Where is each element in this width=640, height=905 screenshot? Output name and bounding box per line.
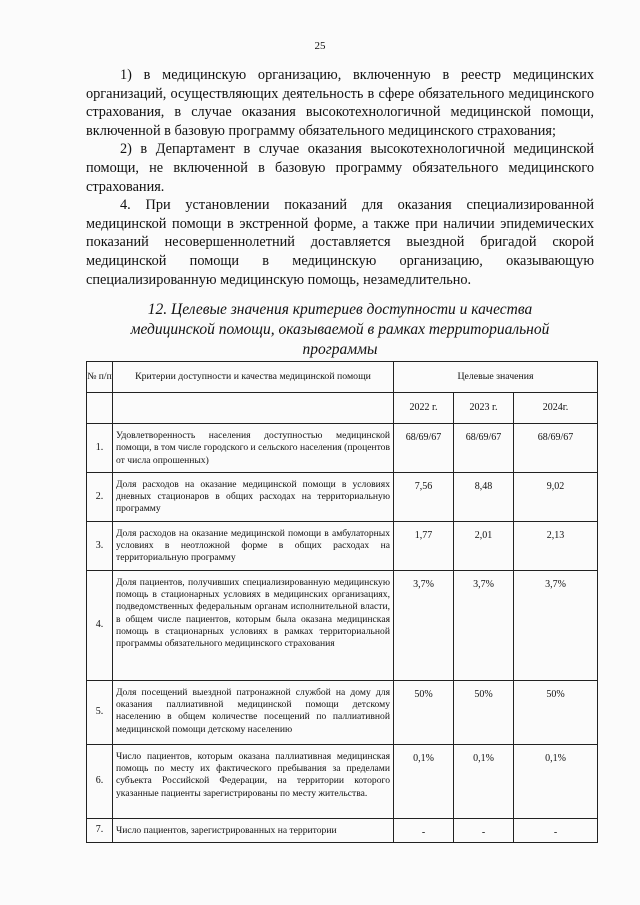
value-2022: - xyxy=(394,818,454,842)
value-2023: 8,48 xyxy=(454,472,514,521)
row-number: 1. xyxy=(87,424,113,473)
criterion-text: Число пациентов, зарегистрированных на территории xyxy=(113,818,394,842)
value-2022: 1,77 xyxy=(394,521,454,570)
value-2022: 0,1% xyxy=(394,744,454,818)
value-2024: 2,13 xyxy=(514,521,598,570)
year-row-empty-num xyxy=(87,393,113,424)
criterion-text: Удовлетворенность населения доступностью медицинской помощи, в том числе городского и сельского населения (процентов от числа опрошенных) xyxy=(113,424,394,473)
value-2022: 50% xyxy=(394,680,454,744)
table-row xyxy=(87,472,598,521)
row-number: 4. xyxy=(87,570,113,680)
row-number: 6. xyxy=(87,744,113,818)
criterion-text: Число пациентов, которым оказана паллиативная медицинская помощь по месту их фактического пребывания за пределами субъекта Российской Федерации, на территории которого указанные пациенты зарегистрированы по месту жительства. xyxy=(113,744,394,818)
table-row xyxy=(87,680,598,744)
value-2022: 7,56 xyxy=(394,472,454,521)
table-row xyxy=(87,521,598,570)
value-2024: 9,02 xyxy=(514,472,598,521)
value-2024: - xyxy=(514,818,598,842)
paragraph-2: 2) в Департамент в случае оказания высокотехнологичной медицинской помощи, не включенной в базовую программу обязательного медицинского страхования. xyxy=(86,141,594,195)
value-2023: 2,01 xyxy=(454,521,514,570)
body-text xyxy=(86,66,594,289)
row-number: 7. xyxy=(87,818,113,842)
value-2022: 68/69/67 xyxy=(394,424,454,473)
header-year-2022: 2022 г. xyxy=(394,393,454,424)
table-year-row xyxy=(87,393,598,424)
page-number: 25 xyxy=(314,40,326,52)
table-row xyxy=(87,744,598,818)
header-criteria: Критерии доступности и качества медицинской помощи xyxy=(113,362,394,393)
criterion-text: Доля расходов на оказание медицинской помощи в условиях дневных стационаров в общих расходах на территориальную программу xyxy=(113,472,394,521)
value-2024: 68/69/67 xyxy=(514,424,598,473)
value-2023: - xyxy=(454,818,514,842)
year-row-empty-criteria xyxy=(113,393,394,424)
table-row xyxy=(87,818,598,842)
value-2024: 0,1% xyxy=(514,744,598,818)
table-row xyxy=(87,570,598,680)
criterion-text: Доля посещений выездной патронажной службой на дому для оказания паллиативной медицинской помощи детскому населению в общем количестве посещений по паллиативной медицинской помощи детскому населению xyxy=(113,680,394,744)
value-2022: 3,7% xyxy=(394,570,454,680)
value-2023: 50% xyxy=(454,680,514,744)
value-2024: 3,7% xyxy=(514,570,598,680)
criterion-text: Доля пациентов, получивших специализированную медицинскую помощь в стационарных условиях в медицинских организациях, подведомственных федеральным органам исполнительной власти, в общем числе пациентов, которым была оказана медицинская помощь в стационарных условиях в рамках территориальной программы обязательного медицинского страхования xyxy=(113,570,394,680)
value-2023: 0,1% xyxy=(454,744,514,818)
paragraph-3: 4. При установлении показаний для оказания специализированной медицинской помощи в экстренной форме, а также при наличии эпидемических показаний несовершеннолетний доставляется выездной бригадой скорой медицинской помощи в медицинскую организацию, оказывающую специализированную медицинскую помощь, незамедлительно. xyxy=(86,197,594,288)
paragraph-1: 1) в медицинскую организацию, включенную в реестр медицинских организаций, осуществляющих деятельность в сфере обязательного медицинского страхования, в случае оказания высокотехнологичной медицинской помощи, включенной в базовую программу обязательного медицинского страхования; xyxy=(86,67,594,139)
value-2023: 3,7% xyxy=(454,570,514,680)
criteria-table xyxy=(86,361,598,843)
header-year-2023: 2023 г. xyxy=(454,393,514,424)
table-header-row xyxy=(87,362,598,393)
row-number: 3. xyxy=(87,521,113,570)
header-num: № п/п xyxy=(87,362,113,393)
row-number: 2. xyxy=(87,472,113,521)
section-title: 12. Целевые значения критериев доступности и качества медицинской помощи, оказываемой в рамках территориальной программы xyxy=(130,301,550,358)
row-number: 5. xyxy=(87,680,113,744)
criterion-text: Доля расходов на оказание медицинской помощи в амбулаторных условиях в неотложной форме в общих расходах на территориальную программу xyxy=(113,521,394,570)
table-row xyxy=(87,424,598,473)
value-2023: 68/69/67 xyxy=(454,424,514,473)
header-year-2024: 2024г. xyxy=(514,393,598,424)
value-2024: 50% xyxy=(514,680,598,744)
header-target-values: Целевые значения xyxy=(394,362,598,393)
